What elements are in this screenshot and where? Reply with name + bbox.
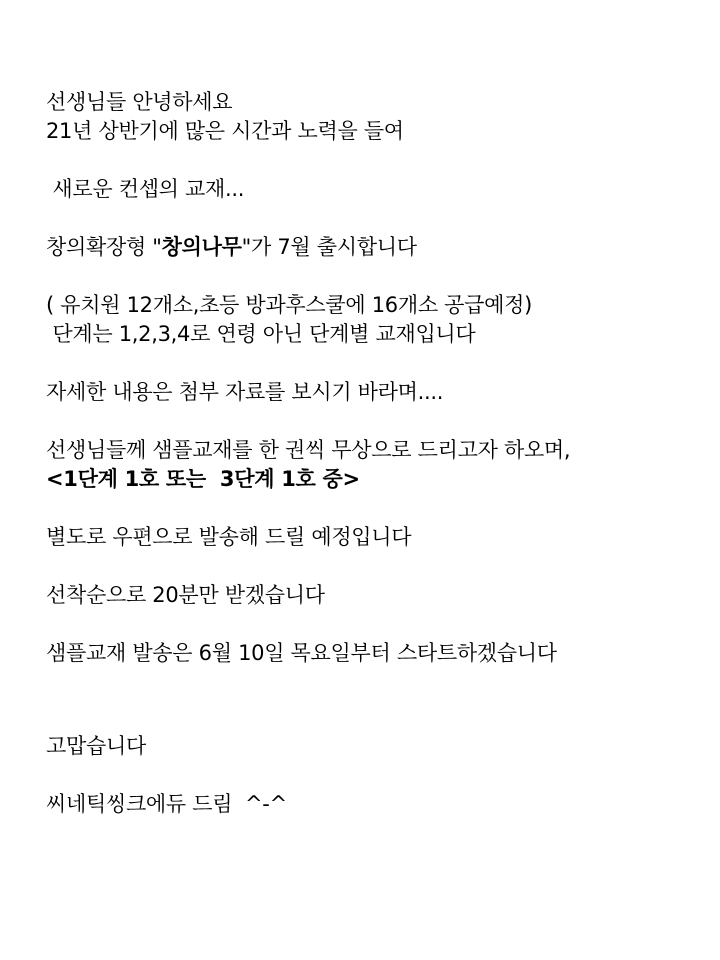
intro-line: 21년 상반기에 많은 시간과 노력을 들여 [46, 119, 404, 143]
launch-line [46, 233, 706, 262]
concept-line: 새로운 컨셉의 교재... [46, 177, 245, 201]
supply-line: ( 유치원 12개소,초등 방과후스쿨에 16개소 공급예정) [46, 293, 533, 317]
spacer [46, 610, 706, 639]
spacer [46, 349, 706, 378]
spacer [46, 494, 706, 523]
launch-suffix: "가 7월 출시합니다 [241, 235, 417, 259]
spacer [46, 262, 706, 291]
shipping-line: 별도로 우편으로 발송해 드릴 예정입니다 [46, 525, 412, 549]
spacer [46, 552, 706, 581]
signature-line: 씨네틱씽크에듀 드림 ^-^ [46, 792, 287, 816]
sample-offer-line: 선생님들께 샘플교재를 한 권씩 무상으로 드리고자 하오며, [46, 438, 571, 462]
spacer [46, 697, 706, 732]
launch-prefix: 창의확장형 " [46, 235, 162, 259]
spacer [46, 668, 706, 697]
greeting-line: 선생님들 안녕하세요 [46, 90, 233, 114]
letter-body [46, 88, 706, 819]
thanks-line: 고맙습니다 [46, 734, 146, 758]
attachment-line: 자세한 내용은 첨부 자료를 보시기 바라며.... [46, 380, 444, 404]
spacer [46, 407, 706, 436]
sample-choice-line: <1단계 1호 또는 3단계 1호 중> [46, 467, 360, 491]
start-date-line: 샘플교재 발송은 6월 10일 목요일부터 스타트하겠습니다 [46, 641, 557, 665]
spacer [46, 204, 706, 233]
levels-line: 단계는 1,2,3,4로 연령 아닌 단계별 교재입니다 [46, 322, 476, 346]
spacer [46, 761, 706, 790]
first-come-line: 선착순으로 20분만 받겠습니다 [46, 583, 325, 607]
product-title: 창의나무 [161, 235, 242, 259]
spacer [46, 146, 706, 175]
